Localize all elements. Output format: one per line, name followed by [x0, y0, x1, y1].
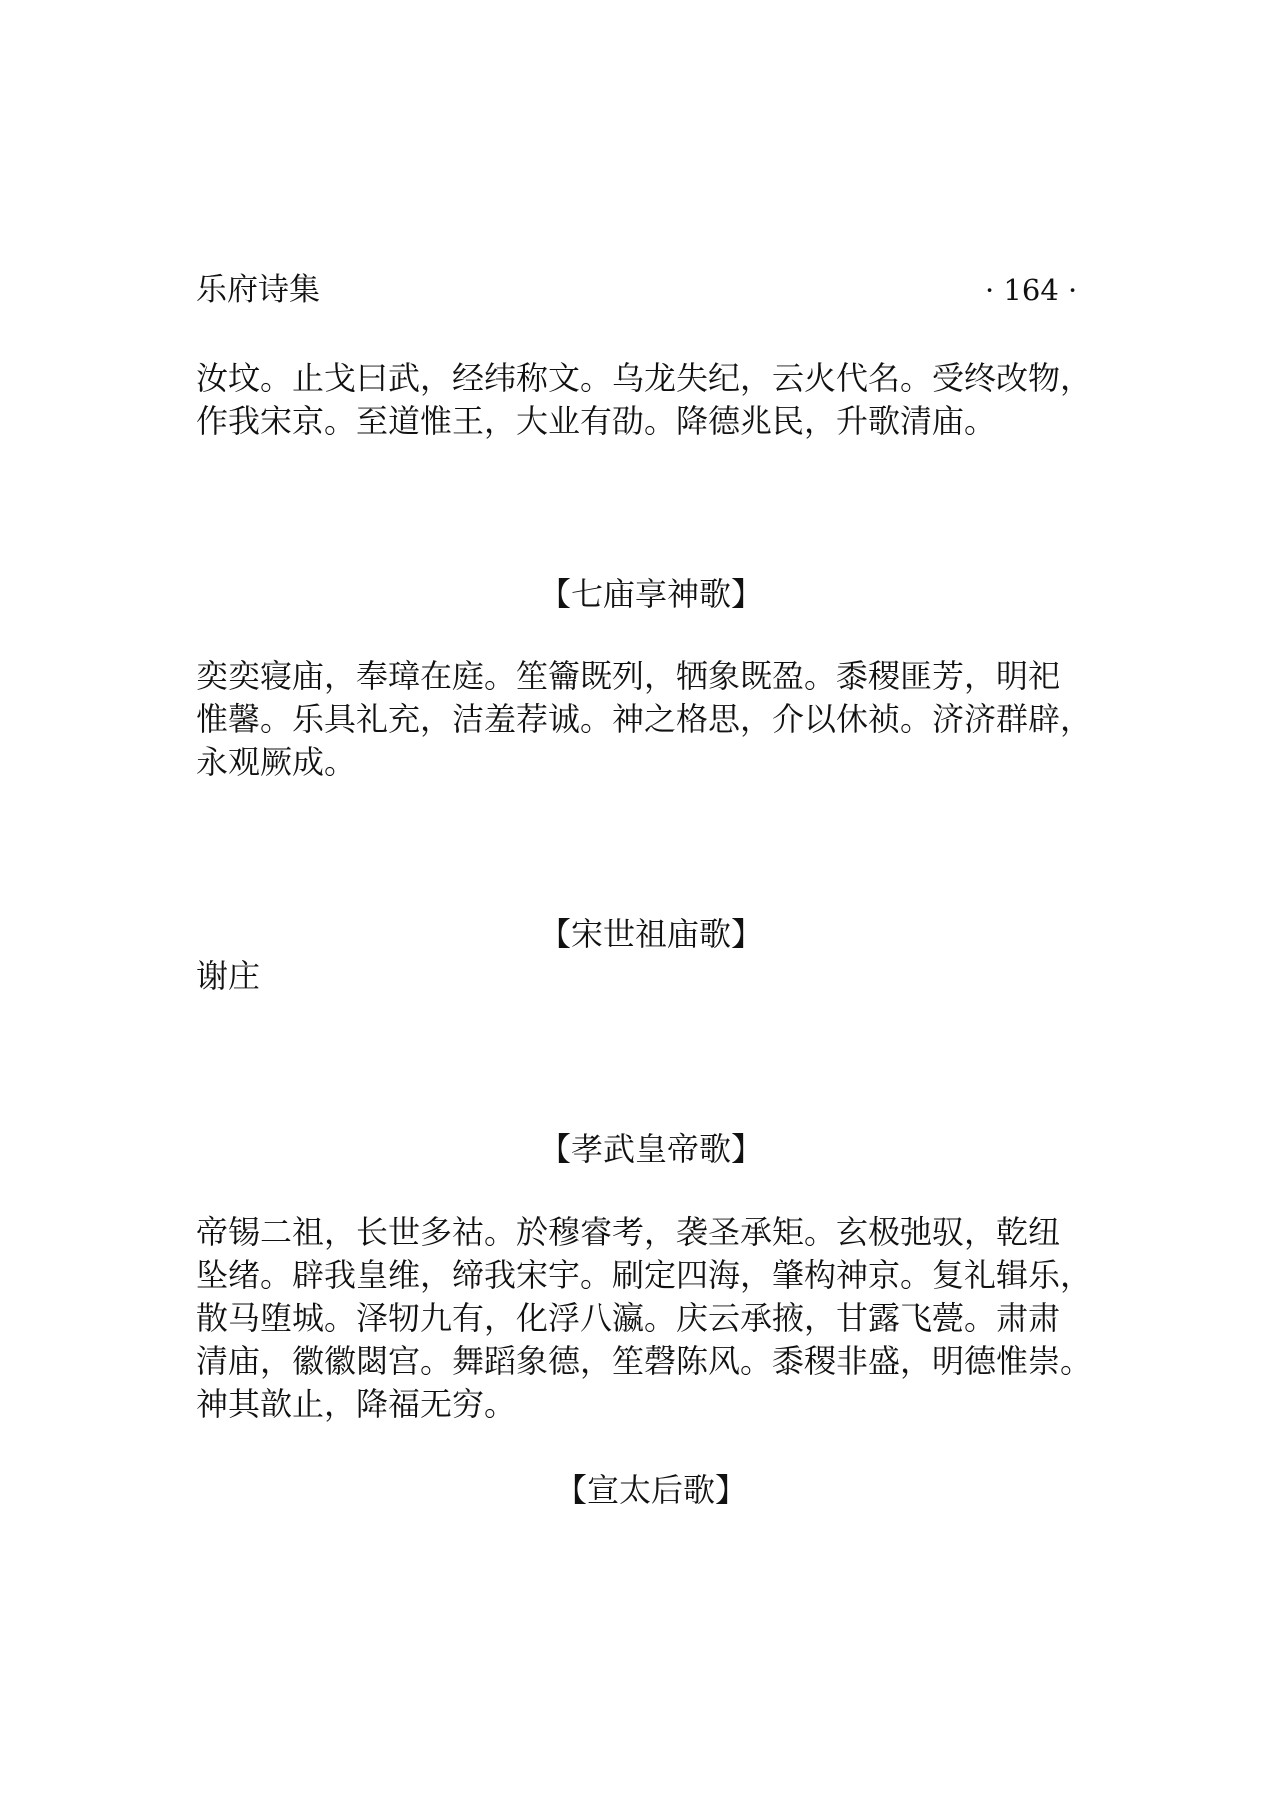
- author-name: 谢庄: [196, 957, 261, 995]
- poem-paragraph-xiaowu: [196, 1211, 1106, 1426]
- section-heading-xiaowu: 【孝武皇帝歌】: [538, 1130, 763, 1168]
- text-line: 作我宋京。至道惟王，大业有劭。降德兆民，升歌清庙。: [196, 402, 997, 440]
- text-line: 汝坟。止戈曰武，经纬称文。乌龙失纪，云火代名。受终改物，: [196, 359, 1093, 397]
- poem-paragraph-qimiao: [196, 655, 1106, 784]
- text-line: 奕奕寝庙，奉璋在庭。笙籥既列，牺象既盈。黍稷匪芳，明祀: [196, 657, 1061, 695]
- text-line: 清庙，徽徽閟宫。舞蹈象德，笙磬陈风。黍稷非盛，明德惟崇。: [196, 1342, 1093, 1380]
- text-line: 帝锡二祖，长世多祜。於穆睿考，袭圣承矩。玄极弛驭，乾纽: [196, 1213, 1061, 1251]
- text-line: 永观厥成。: [196, 743, 357, 781]
- text-line: 坠绪。辟我皇维，缔我宋宇。刷定四海，肇构神京。复礼辑乐，: [196, 1256, 1093, 1294]
- text-line: 惟馨。乐具礼充，洁羞荐诚。神之格思，介以休祯。济济群辟，: [196, 700, 1093, 738]
- section-heading-qimiao: 【七庙享神歌】: [538, 575, 763, 613]
- section-heading-xuantaihou: 【宣太后歌】: [554, 1471, 747, 1509]
- text-line: 神其歆止，降福无穷。: [196, 1385, 517, 1423]
- section-heading-songshizu: 【宋世祖庙歌】: [538, 915, 763, 953]
- text-line: 散马堕城。泽牣九有，化浮八瀛。庆云承掖，甘露飞甍。肃肃: [196, 1299, 1061, 1337]
- continuation-paragraph: [196, 357, 1106, 443]
- running-title: 乐府诗集: [196, 272, 320, 308]
- page-number: · 164 ·: [985, 273, 1078, 307]
